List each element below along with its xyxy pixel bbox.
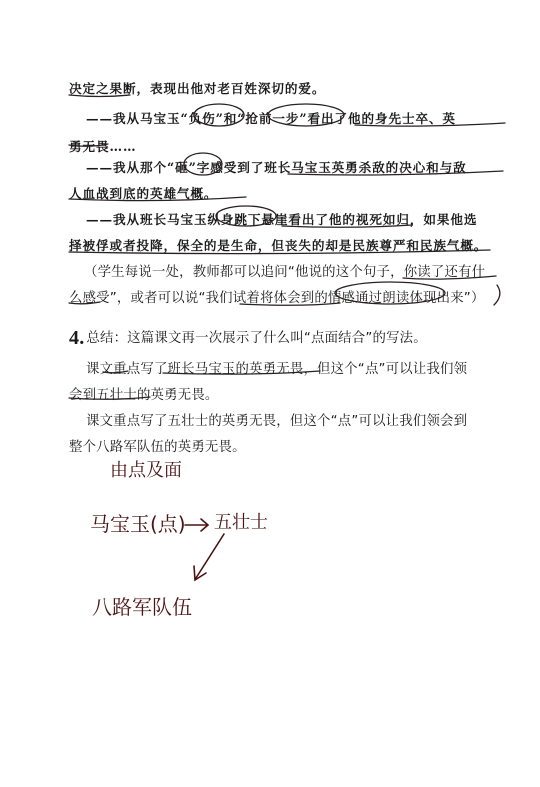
text-line: 课文重点写了班长马宝玉的英勇无畏，但这个“点”可以让我们领 xyxy=(86,362,468,377)
arrow-down-left-icon xyxy=(196,534,224,578)
text-line: ——我从马宝玉“负伤”和“抢前一步”看出了他的身先士卒、英 xyxy=(86,111,456,126)
text-line: 课文重点写了五壮士的英勇无畏，但这个“点”可以让我们领会到 xyxy=(86,414,468,429)
handwritten-left: 马宝玉(点) xyxy=(90,512,186,536)
section-number: 4. xyxy=(69,327,85,349)
text-line: 么感受”，或者可以说“我们试着将体会到的情感通过朗读体现出来”） xyxy=(69,291,485,306)
handwritten-title: 由点及面 xyxy=(110,460,182,481)
arrow-down-left-icon xyxy=(194,566,206,580)
handwritten-bottom: 八路军队伍 xyxy=(92,595,192,619)
text-line: （学生每说一处，教师都可以追问“他说的这个句子，你读了还有什 xyxy=(84,265,486,280)
text-line: 决定之果断，表现出他对老百姓深切的爱。 xyxy=(69,81,326,96)
handwritten-right: 五壮士 xyxy=(214,512,268,533)
arrow-right-icon xyxy=(201,519,208,531)
text-line: 勇无畏…… xyxy=(69,139,137,154)
text-line: 择被俘或者投降，保全的是生命，但丧失的却是民族尊严和民族气概。 xyxy=(69,238,488,253)
text-line: ——我从班长马宝玉纵身跳下悬崖看出了他的视死如归，如果他选 xyxy=(86,212,478,227)
section-title: 总结：这篇课文再一次展示了什么叫“点面结合”的写法。 xyxy=(86,331,427,346)
section-heading xyxy=(69,327,427,350)
text-line: 人血战到底的英雄气概。 xyxy=(69,186,218,201)
text-line: 会到五壮士的英勇无畏。 xyxy=(69,388,219,403)
text-line: ——我从那个“砸”字感受到了班长马宝玉英勇杀敌的决心和与敌 xyxy=(86,160,467,175)
text-line: 整个八路军队伍的英勇无畏。 xyxy=(69,440,246,455)
bracket-mark xyxy=(494,285,500,305)
